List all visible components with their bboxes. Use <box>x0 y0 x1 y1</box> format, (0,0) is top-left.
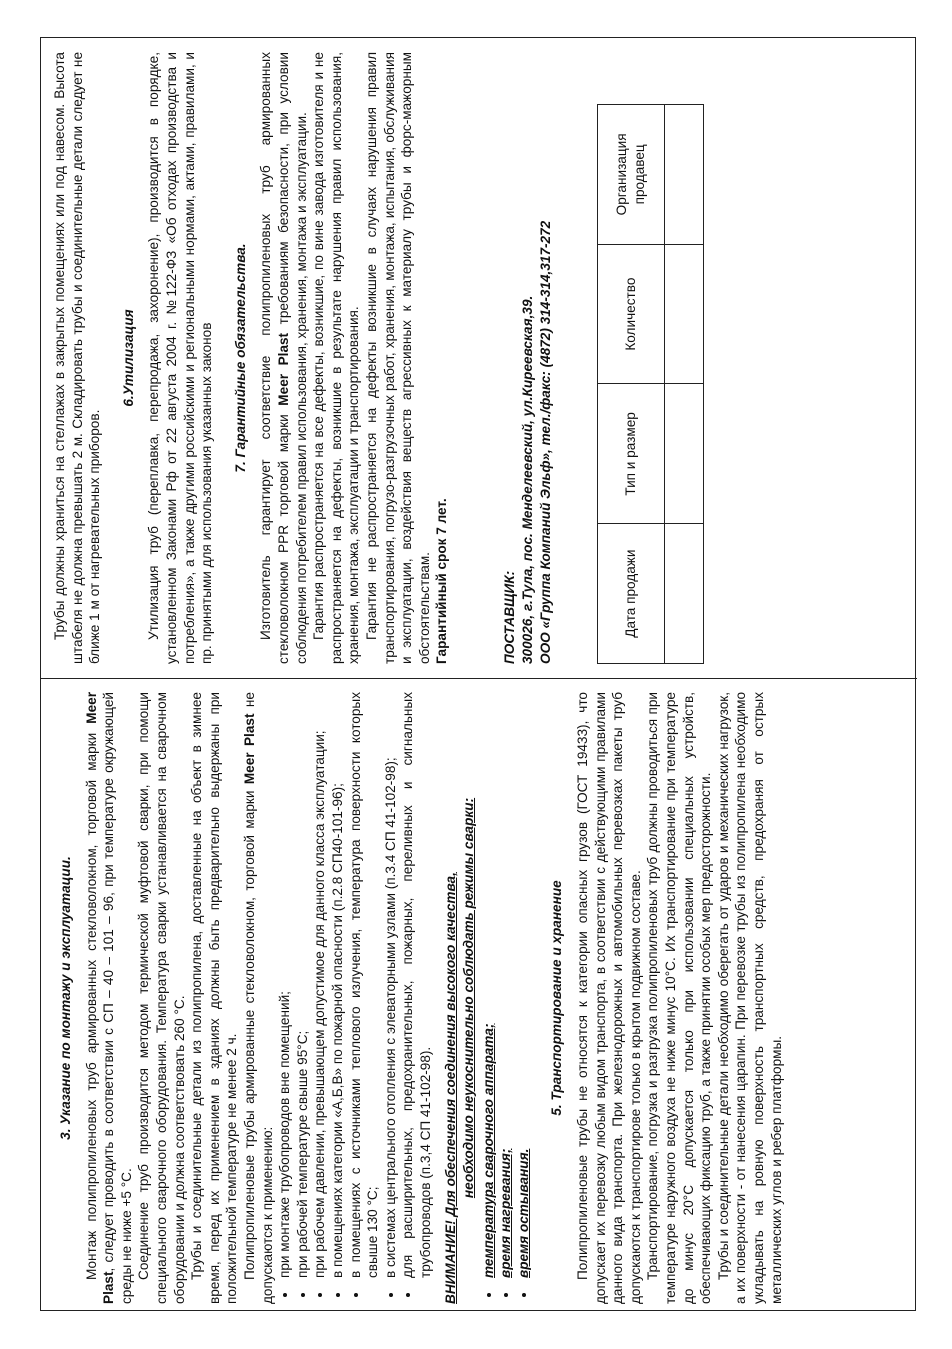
section-3-p2: Соединение труб производится методом термической муфтовой сварки, при помощи специального сварочного оборудования. Температура сварки устанавливается на сварочном оборудовании и должна соответствовать 260 °С. <box>136 692 187 1304</box>
supplier-block <box>501 52 555 664</box>
welding-param: • температура сварочного аппарата; <box>480 692 498 1282</box>
table-header: Тип и размер <box>597 384 664 524</box>
table-header-row <box>597 105 664 664</box>
section-6-p1: Утилизация труб (переплавка, перепродажа, захоронение), производится в порядке, установленном Законами Рф от 22 августа 2004 г. №122-ФЗ «Об отходах производства и потребления», а также другими российскими и региональными нормами, актами, правилами, и пр. принятыми для использования указанных законов <box>146 52 215 664</box>
restriction-item: • при рабочем давлении, превышающем допустимое для данного класса эксплуатации; <box>311 692 329 1282</box>
table-cell-empty[interactable] <box>664 105 703 245</box>
rotated-page <box>41 38 917 1312</box>
restriction-item: • при монтаже трубопроводов вне помещений; <box>276 692 294 1282</box>
section-5-p4: Трубы должны храниться на стеллажах в закрытых помещениях или под навесом. Высота штабеля не должна превышать 2 м. Складировать трубы и соединительные детали следует не ближе 1 м от нагревательных приборов. <box>52 52 103 664</box>
table-cell-empty[interactable] <box>664 244 703 384</box>
brand-name: Meer Plast <box>275 332 291 406</box>
restriction-item: • при рабочей температуре свыше 95°С; <box>294 692 312 1282</box>
warranty-term: Гарантийный срок 7 лет. <box>434 498 450 664</box>
welding-param: • время остывания. <box>515 692 533 1282</box>
left-column <box>51 692 907 1304</box>
welding-params-list <box>480 692 533 1304</box>
restriction-item: • для расширительных, предохранительных, пожарных, переливных и сигнальных трубопроводов (п.3,4 СП 41-102-98). <box>399 692 434 1282</box>
section-6-title: 6.Утилизация <box>120 309 136 407</box>
section-5-p3: Трубы и соединительные детали необходимо оберегать от ударов и механических нагрузок, а их поверхности - от нанесения царапин. При перевозке трубы из полипропилена необходимо укладывать на ровную поверхность транспортных средств, предохраняя от острых металлических углов и ребер платформы. <box>715 692 784 1304</box>
section-5-p1: Полипропиленовые трубы не относятся к категории опасных грузов (ГОСТ 19433), что допускает их перевозку любым видом транспорта, в соответствии с действующими правилами данного вида транспорта. При железнодорожных и автомобильных перевозках пакеты труб допускаются к транспортирове только в крытом подвижном составе. <box>575 692 643 1304</box>
section-7-p2: Гарантия распространяется на все дефекты, возникшие, по вине завода изготовителя и не распространяется на дефекты, возникшие в результате нарушения правил использования, хранения, монтажа, эксплуатации и транспортирования. <box>311 52 362 664</box>
section-3-p3: Трубы и соединительные детали из полипропилена, доставленные на объект в зимнее время, перед их применением в зданиях должны быть предварительно выдержаны при положительной температуре не менее 2 ч. <box>189 692 240 1304</box>
section-3-p4: Полипропиленовые трубы армированные стекловолокном, торговой марки Meer Plast не допускаются к применению: <box>241 692 275 1304</box>
restriction-item: • в помещениях с источниками теплового излучения, температура поверхности которых свыше 130 °С; <box>347 692 382 1282</box>
table-cell-empty[interactable] <box>664 524 703 664</box>
section-3-title: 3. Указание по монтажу и эксплуатации. <box>58 856 73 1140</box>
section-5-title: 5. Транспортирование и хранение <box>549 880 565 1116</box>
welding-warning <box>442 692 477 1304</box>
supplier-address: 300026, г.Тула, пос. Менделеевский, ул.Киреевская,39. <box>519 295 535 664</box>
section-5-p2: Транспортирование, погрузка и разгрузка полипропиленовых труб должны проводиться при температуре наружного воздуха не ниже минус 10°С. Их транспортирование при температуре до минус 20°С допускается только при использовании специальных устройств, обеспечивающих фиксацию труб, а также принятии особых мер предосторожности. <box>645 692 714 1304</box>
section-3-p1: Монтаж полипропиленовых труб армированных стекловолокном, торговой марки Meer Plast, следует проводить в соответствии с СП – 40 – 101 – 96, при температуре окружающей среды не ниже +5 °С. <box>83 692 134 1304</box>
column-divider <box>41 678 917 679</box>
section-7-title: 7. Гарантийные обязательства. <box>232 243 248 473</box>
table-cell-empty[interactable] <box>664 384 703 524</box>
supplier-company: ООО «Группа Компаний Эльф», тел./факс: (4872) 314-314,317-272 <box>537 220 553 664</box>
sale-table <box>597 104 704 664</box>
table-row <box>664 105 703 664</box>
restriction-item: • в системах центрального отопления с элеваторными узлами (п.3.4 СП 41-102-98); <box>382 692 400 1282</box>
supplier-label: ПОСТАВЩИК: <box>501 570 517 664</box>
table-header: Количество <box>597 244 664 384</box>
right-column <box>51 52 907 664</box>
restriction-item: • в помещениях категории «А,Б,В» по пожарной опасности (п.2.8 СП40-101-96); <box>329 692 347 1282</box>
restrictions-list <box>276 692 434 1304</box>
brand-name: Meer Plast <box>83 692 117 1304</box>
warning-lead: ВНИМАНИЕ! Для обеспечения соединения высокого качества, <box>443 872 459 1304</box>
table-header: Дата продажи <box>597 524 664 664</box>
document-frame <box>40 37 916 1311</box>
section-7-p1: Изготовитель гарантирует соответствие полипропиленовых труб армированных стекловолокном PPR торговой марки Meer Plast требованиям безопасности, при условии соблюдения потребителем правил использования, хранения, монтажа и эксплуатации. <box>258 52 309 664</box>
welding-param: • время нагревания; <box>497 692 515 1282</box>
brand-name: Meer Plast <box>241 713 257 785</box>
warning-need: необходимо неукоснительно соблюдать режимы сварки: <box>461 797 477 1199</box>
section-7-p3: Гарантия не распространяется на дефекты возникшие в случаях нарушения правил транспортирования, погрузо-разгрузочных работ, хранения, монтажа, испытания, обслуживания и эксплуатации, воздействия веществ агрессивных к материалу трубы и форс-мажорным обстоятельствам. <box>363 52 432 664</box>
table-header: Организация продавец <box>597 105 664 245</box>
